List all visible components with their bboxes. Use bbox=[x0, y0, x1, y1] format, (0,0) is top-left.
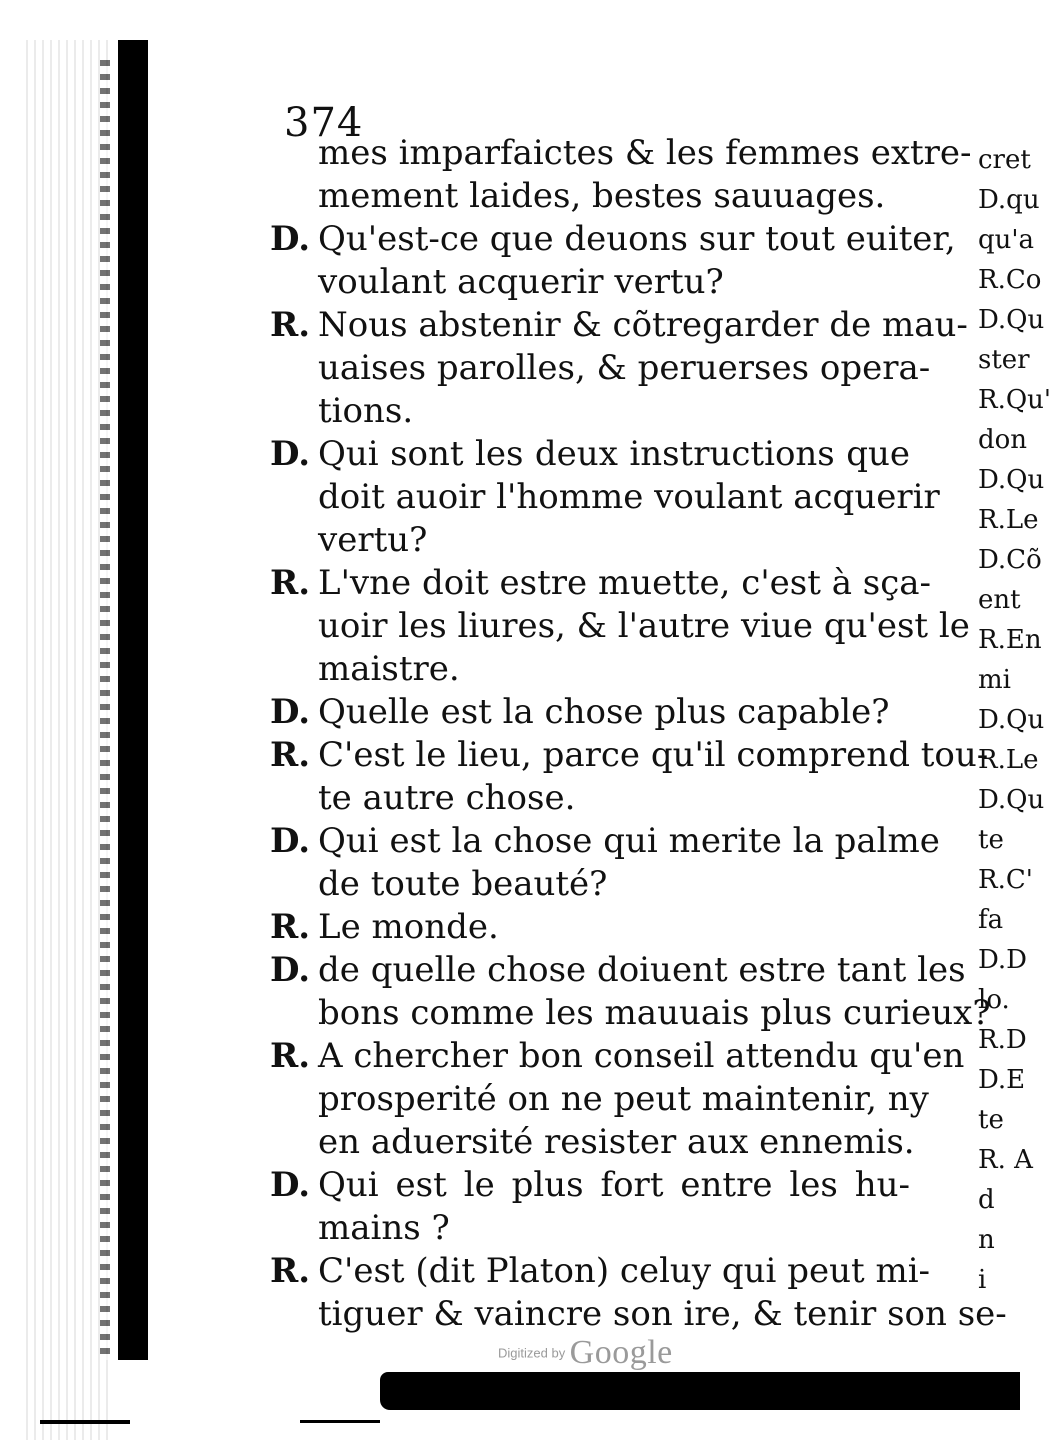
adjacent-page-fragment: ent bbox=[978, 585, 1021, 615]
book-edge bbox=[100, 60, 110, 1360]
text-line bbox=[270, 175, 910, 218]
text-line bbox=[270, 132, 972, 175]
line-text: C'est (dit Platon) celuy qui peut mi- bbox=[318, 1251, 931, 1291]
adjacent-page-fragment: D.qu bbox=[978, 185, 1040, 215]
line-text: voulant acquerir vertu? bbox=[318, 262, 724, 302]
text-line bbox=[270, 1164, 910, 1207]
scan-bottom-line bbox=[40, 1420, 130, 1424]
speaker-marker: D. bbox=[270, 434, 311, 474]
adjacent-page-fragment: R.Co bbox=[978, 265, 1042, 295]
text-line bbox=[270, 906, 910, 949]
adjacent-page-fragment: R.Le bbox=[978, 505, 1039, 535]
line-text: uoir les liures, & l'autre viue qu'est le bbox=[318, 606, 970, 646]
line-text: tions. bbox=[318, 391, 414, 431]
scan-bottom-shadow bbox=[380, 1372, 1020, 1410]
speaker-marker: D. bbox=[270, 692, 311, 732]
line-text: vertu? bbox=[318, 520, 428, 560]
page-number: 374 bbox=[284, 100, 364, 146]
speaker-marker: D. bbox=[270, 1165, 311, 1205]
adjacent-page-fragment: R.D bbox=[978, 1025, 1027, 1055]
speaker-marker: R. bbox=[270, 1036, 311, 1076]
speaker-marker: D. bbox=[270, 821, 311, 861]
adjacent-page-fragment: D.D bbox=[978, 945, 1028, 975]
text-line bbox=[270, 433, 910, 476]
text-line bbox=[270, 648, 910, 691]
adjacent-page-fragment: R.Qu' bbox=[978, 385, 1051, 415]
text-line bbox=[270, 949, 966, 992]
text-line bbox=[270, 476, 940, 519]
line-text: Quelle est la chose plus capable? bbox=[318, 692, 890, 732]
speaker-marker: R. bbox=[270, 563, 311, 603]
line-text: Nous abstenir & cõtregarder de mau- bbox=[318, 305, 968, 345]
line-text: en aduersité resister aux ennemis. bbox=[318, 1122, 915, 1162]
text-line bbox=[270, 304, 968, 347]
text-line bbox=[270, 261, 910, 304]
adjacent-page-fragment: fa bbox=[978, 905, 1004, 935]
text-line bbox=[270, 605, 970, 648]
watermark-prefix: Digitized by bbox=[498, 1345, 566, 1361]
line-text: bons comme les mauuais plus curieux? bbox=[318, 993, 991, 1033]
adjacent-page-fragment: D.E bbox=[978, 1065, 1026, 1095]
text-line bbox=[270, 1035, 965, 1078]
adjacent-page-fragment: R.En bbox=[978, 625, 1042, 655]
line-text: prosperité on ne peut maintenir, ny bbox=[318, 1079, 929, 1119]
text-line bbox=[270, 863, 910, 906]
adjacent-page-fragment: D.Qu bbox=[978, 785, 1045, 815]
adjacent-page-fragment: cret bbox=[978, 145, 1031, 175]
scan-bottom-line bbox=[300, 1420, 380, 1423]
speaker-marker: R. bbox=[270, 1251, 311, 1291]
adjacent-page-fragment: D.Qu bbox=[978, 305, 1045, 335]
speaker-marker: D. bbox=[270, 219, 311, 259]
text-line bbox=[270, 1250, 931, 1293]
text-line bbox=[270, 992, 991, 1035]
line-text: mains ? bbox=[318, 1208, 450, 1248]
line-text: doit auoir l'homme voulant acquerir bbox=[318, 477, 940, 517]
adjacent-page-fragment: D.Qu bbox=[978, 465, 1045, 495]
speaker-marker: R. bbox=[270, 305, 311, 345]
adjacent-page-fragment: don bbox=[978, 425, 1028, 455]
text-line bbox=[270, 1293, 1007, 1336]
line-text: de quelle chose doiuent estre tant les bbox=[318, 950, 966, 990]
adjacent-page-fragment: mi bbox=[978, 665, 1011, 695]
line-text: mes imparfaictes & les femmes extre- bbox=[318, 133, 972, 173]
text-line bbox=[270, 777, 910, 820]
text-line bbox=[270, 390, 910, 433]
line-text: Le monde. bbox=[318, 907, 499, 947]
line-text: Qui est le plus fort entre les hu- bbox=[318, 1165, 910, 1205]
scan-noise bbox=[20, 40, 110, 1440]
line-text: Qu'est-ce que deuons sur tout euiter, bbox=[318, 219, 956, 259]
adjacent-page-fragment: i bbox=[978, 1265, 987, 1295]
adjacent-page-fragment: te bbox=[978, 1105, 1004, 1135]
text-line bbox=[270, 347, 931, 390]
text-line bbox=[270, 820, 940, 863]
line-text: de toute beauté? bbox=[318, 864, 608, 904]
speaker-marker: R. bbox=[270, 735, 311, 775]
adjacent-page-fragment: D.Cõ bbox=[978, 545, 1042, 575]
adjacent-page-fragment: n bbox=[978, 1225, 995, 1255]
adjacent-page-fragment: R.Le bbox=[978, 745, 1039, 775]
line-text: maistre. bbox=[318, 649, 460, 689]
google-logo: Google bbox=[569, 1334, 673, 1371]
text-line bbox=[270, 218, 956, 261]
adjacent-page-edge bbox=[978, 140, 1051, 1300]
text-line bbox=[270, 734, 989, 777]
adjacent-page-fragment: D.Qu bbox=[978, 705, 1045, 735]
adjacent-page-fragment: R. A bbox=[978, 1145, 1033, 1175]
text-line bbox=[270, 1207, 910, 1250]
adjacent-page-fragment: ster bbox=[978, 345, 1030, 375]
digitized-watermark bbox=[498, 1334, 673, 1372]
line-text: te autre chose. bbox=[318, 778, 576, 818]
line-text: mement laides, bestes sauuages. bbox=[318, 176, 886, 216]
line-text: A chercher bon conseil attendu qu'en bbox=[318, 1036, 965, 1076]
text-line bbox=[270, 1078, 929, 1121]
line-text: uaises parolles, & peruerses opera- bbox=[318, 348, 931, 388]
book-spine-shadow bbox=[118, 40, 148, 1360]
text-line bbox=[270, 1121, 915, 1164]
text-line bbox=[270, 562, 932, 605]
line-text: tiguer & vaincre son ire, & tenir son se- bbox=[318, 1294, 1007, 1334]
adjacent-page-fragment: d bbox=[978, 1185, 995, 1215]
text-line bbox=[270, 691, 910, 734]
speaker-marker: R. bbox=[270, 907, 311, 947]
adjacent-page-fragment: te bbox=[978, 825, 1004, 855]
line-text: L'vne doit estre muette, c'est à sça- bbox=[318, 563, 932, 603]
line-text: C'est le lieu, parce qu'il comprend tou- bbox=[318, 735, 989, 775]
adjacent-page-fragment: R.C' bbox=[978, 865, 1033, 895]
line-text: Qui est la chose qui merite la palme bbox=[318, 821, 940, 861]
adjacent-page-fragment: lo. bbox=[978, 985, 1010, 1015]
line-text: Qui sont les deux instructions que bbox=[318, 434, 910, 474]
speaker-marker: D. bbox=[270, 950, 311, 990]
text-line bbox=[270, 519, 910, 562]
adjacent-page-fragment: qu'a bbox=[978, 225, 1035, 255]
